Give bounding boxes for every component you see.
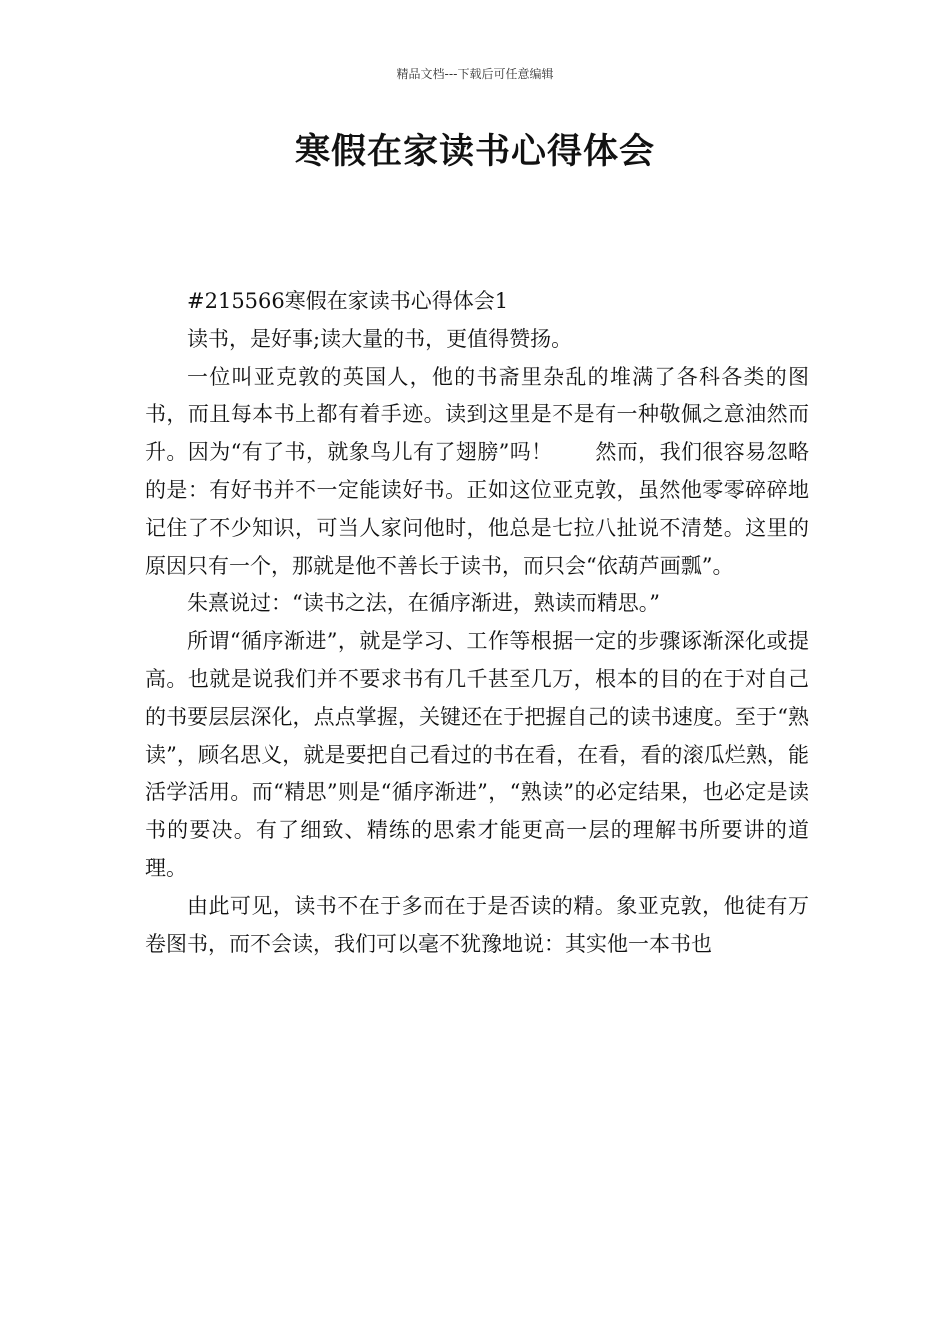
- paragraph-heading: #215566寒假在家读书心得体会1: [187, 289, 509, 313]
- paragraph: 所谓“循序渐进”，就是学习、工作等根据一定的步骤诼渐深化或提高。也就是说我们并不要求书有几千甚至几万，根本的目的在于对自己的书要层层深化，点点掌握，关键还在于把握自己的读书速度。至于“熟读”，顾名思义，就是要把自己看过的书在看，在看，看的滚瓜烂熟，能活学活用。而“精思”则是“循序渐进”，“熟读”的必定结果，也必定是读书的要决。有了细致、精练的思索才能更高一层的理解书所要讲的道理。: [145, 629, 809, 880]
- paragraph: 由此可见，读书不在于多而在于是否读的精。象亚克敦，他徒有万卷图书，而不会读，我们可以毫不犹豫地说：其实他一本书也: [145, 893, 809, 956]
- paragraph: 朱熹说过：“读书之法，在循序渐进，熟读而精思。”: [187, 591, 660, 616]
- header-note: 精品文档---下载后可任意编辑: [396, 67, 554, 81]
- document-body: [145, 283, 809, 963]
- paragraph: 读书，是好事;读大量的书，更值得赞扬。: [187, 326, 573, 351]
- paragraph: 一位叫亚克敦的英国人，他的书斋里杂乱的堆满了各科各类的图书，而且每本书上都有着手迹。读到这里是不是有一种敬佩之意油然而升。因为“有了书，就象鸟儿有了翅膀”吗！ 然而，我们很容易忽略的是：有好书并不一定能读好书。正如这位亚克敦，虽然他零零碎碎地记住了不少知识，可当人家问他时，他总是七拉八扯说不清楚。这里的原因只有一个，那就是他不善长于读书，而只会“依葫芦画瓢”。: [145, 364, 809, 578]
- document-title: 寒假在家读书心得体会: [294, 132, 655, 172]
